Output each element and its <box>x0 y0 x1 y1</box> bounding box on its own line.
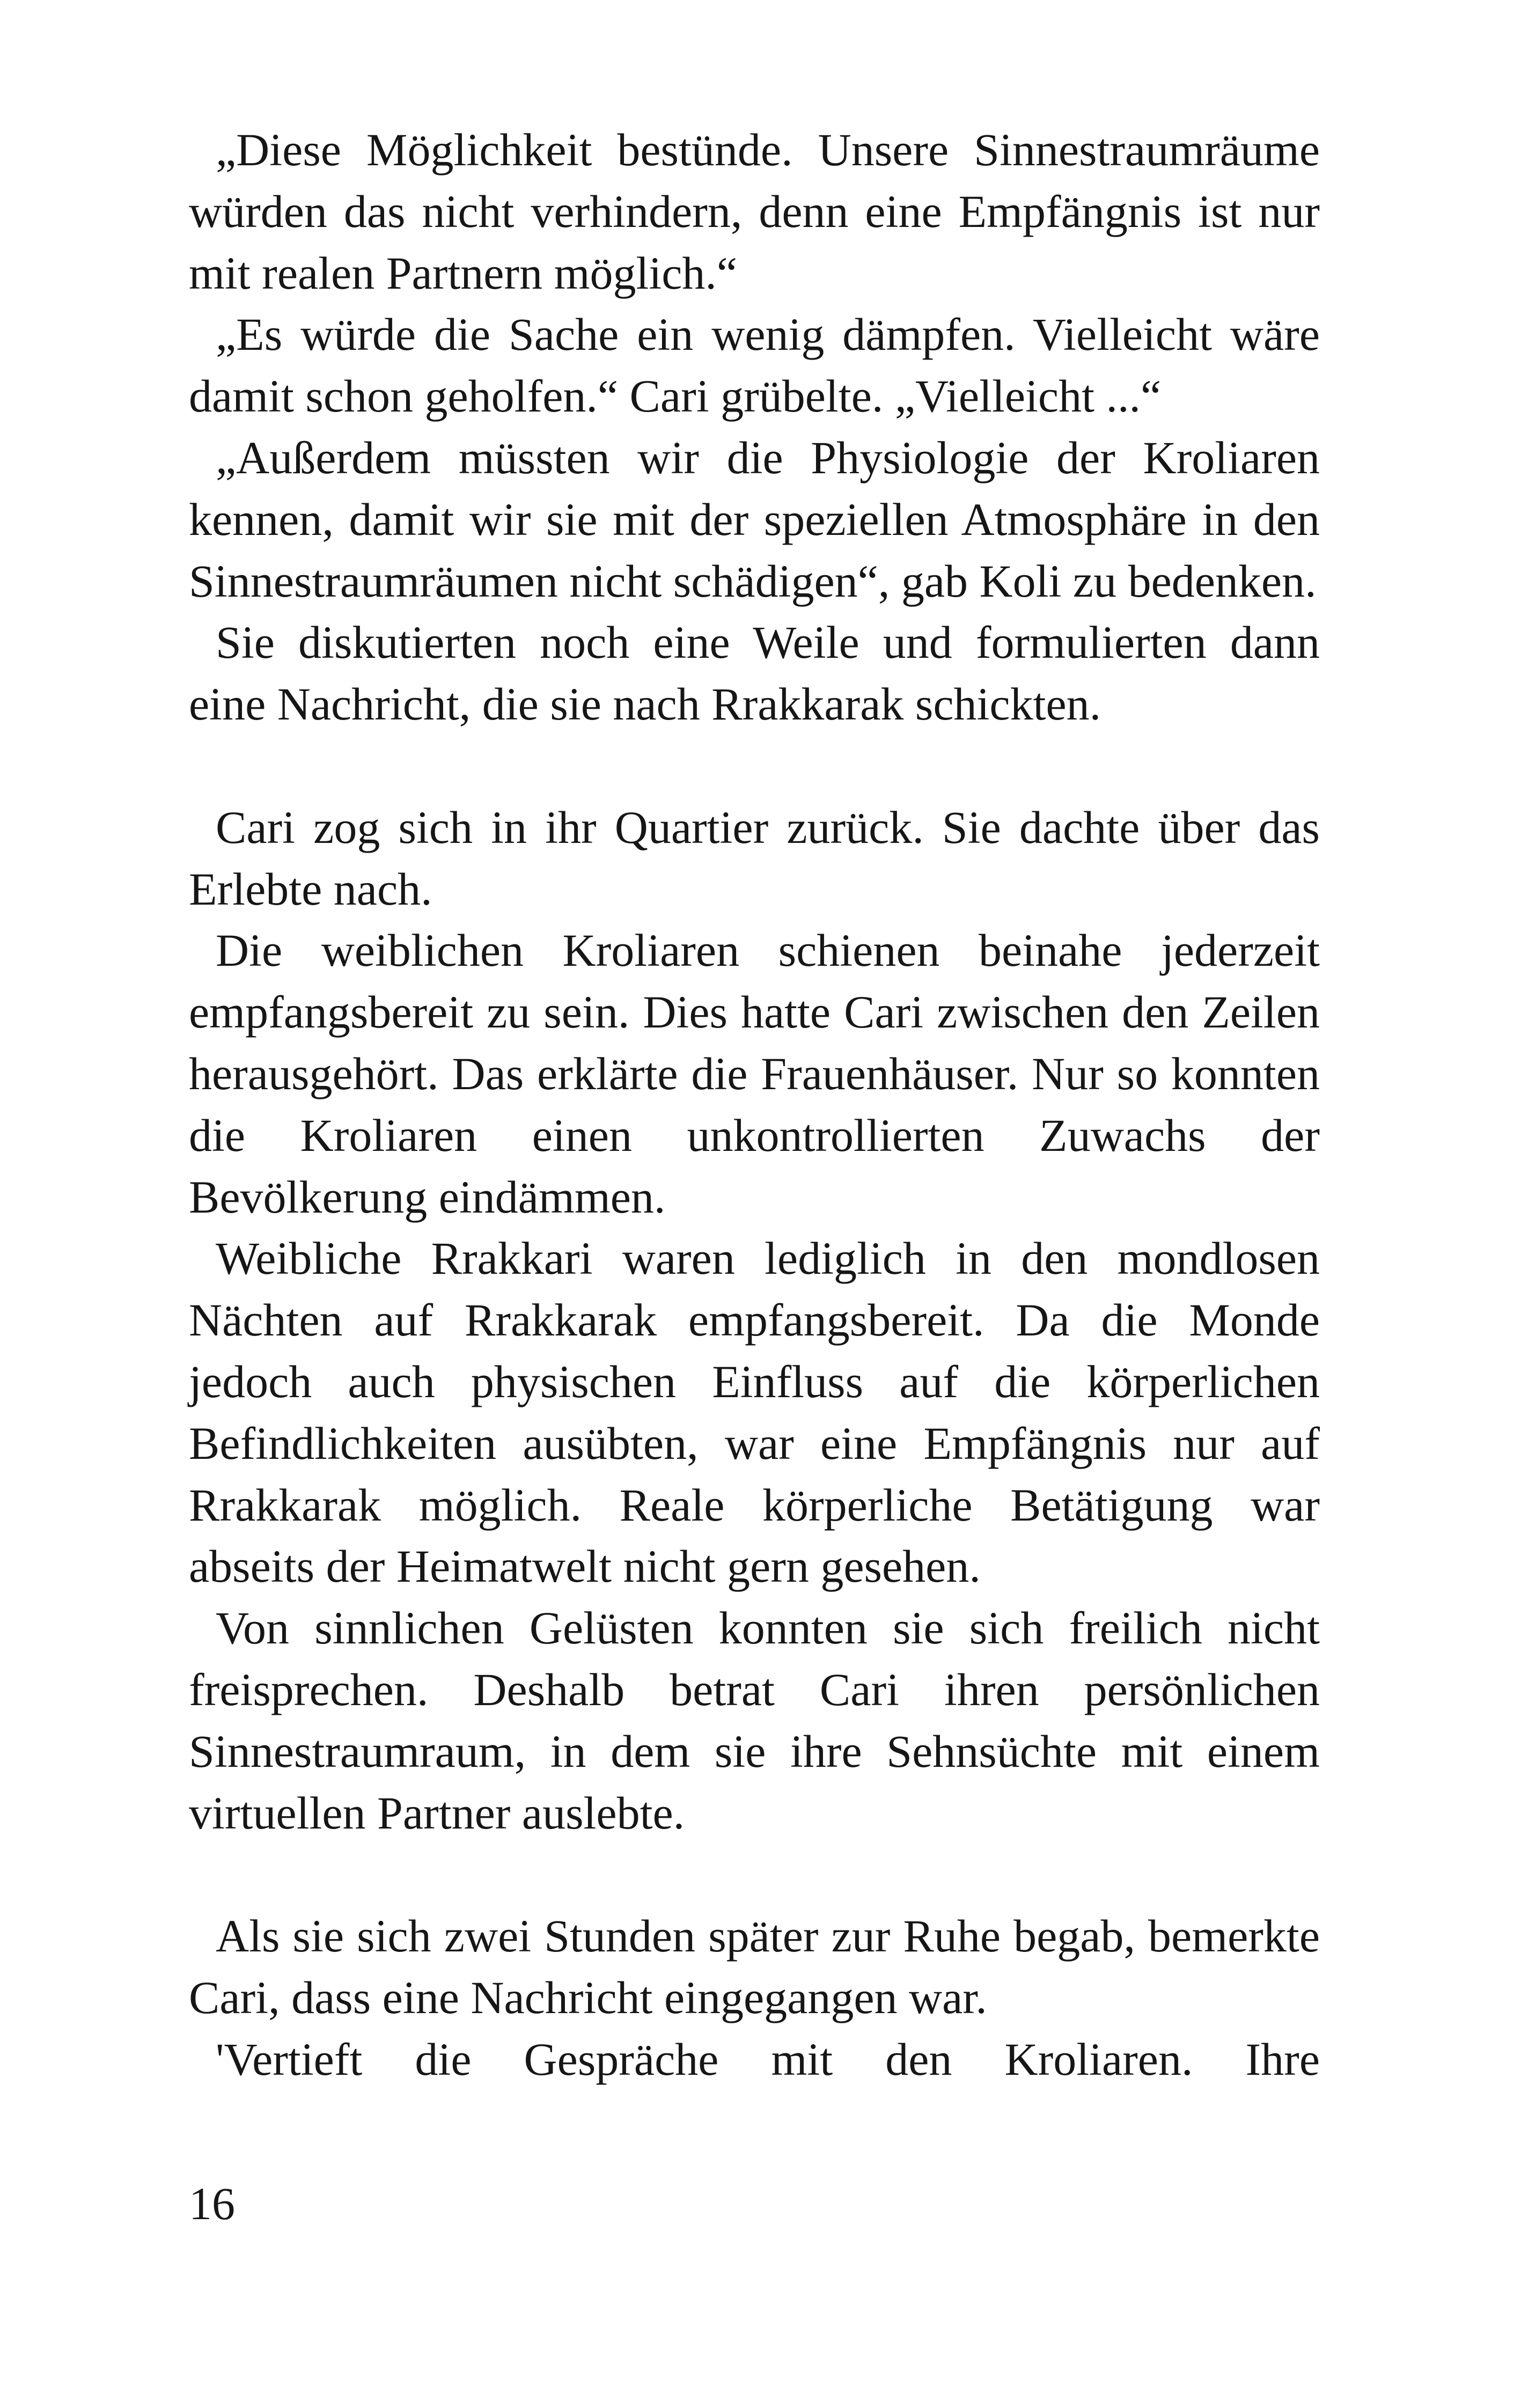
paragraph: Weibliche Rrakkari waren lediglich in den mondlosen Nächten auf Rrakkarak empfangsbereit. Da die Monde jedoch auch physischen Einfluss auf die körperlichen Befindlichkeiten ausübten, war eine Empfängnis nur auf Rrakkarak möglich. Reale körperliche Betätigung war abseits der Heimatwelt nicht gern gesehen. <box>189 1232 1320 1592</box>
paragraph: Sie diskutierten noch eine Weile und formulierten dann eine Nachricht, die sie nach Rrakkarak schickten. <box>189 616 1320 730</box>
paragraph: Von sinnlichen Gelüsten konnten sie sich freilich nicht freisprechen. Deshalb betrat Cari ihren persönlichen Sinnestraumraum, in dem sie ihre Sehnsüchte mit einem virtuellen Partner auslebte. <box>189 1602 1320 1839</box>
section-break <box>189 1844 1320 1905</box>
paragraph: „Es würde die Sache ein wenig dämpfen. Vielleicht wäre damit schon geholfen.“ Cari grübelte. „Vielleicht ...“ <box>189 309 1320 422</box>
paragraph: „Außerdem müssten wir die Physiologie der Kroliaren kennen, damit wir sie mit der speziellen Atmosphäre in den Sinnestraumräumen nicht schädigen“, gab Koli zu bedenken. <box>189 431 1320 607</box>
paragraph: „Diese Möglichkeit bestünde. Unsere Sinnestraumräume würden das nicht verhindern, denn eine Empfängnis ist nur mit realen Partnern möglich.“ <box>189 124 1320 299</box>
body-text <box>189 119 1320 2090</box>
section-break <box>189 735 1320 797</box>
paragraph: Die weiblichen Kroliaren schienen beinahe jederzeit empfangsbereit zu sein. Dies hatte Cari zwischen den Zeilen herausgehört. Das erklärte die Frauenhäuser. Nur so konnten die Kroliaren einen unkontrollierten Zuwachs der Bevölkerung eindämmen. <box>189 924 1320 1223</box>
paragraph: Cari zog sich in ihr Quartier zurück. Sie dachte über das Erlebte nach. <box>189 801 1320 915</box>
paragraph: Als sie sich zwei Stunden später zur Ruhe begab, bemerkte Cari, dass eine Nachricht eingegangen war. <box>189 1910 1320 2023</box>
page-number: 16 <box>189 2178 235 2229</box>
paragraph: 'Vertieft die Gespräche mit den Kroliaren. Ihre <box>216 2033 1320 2085</box>
